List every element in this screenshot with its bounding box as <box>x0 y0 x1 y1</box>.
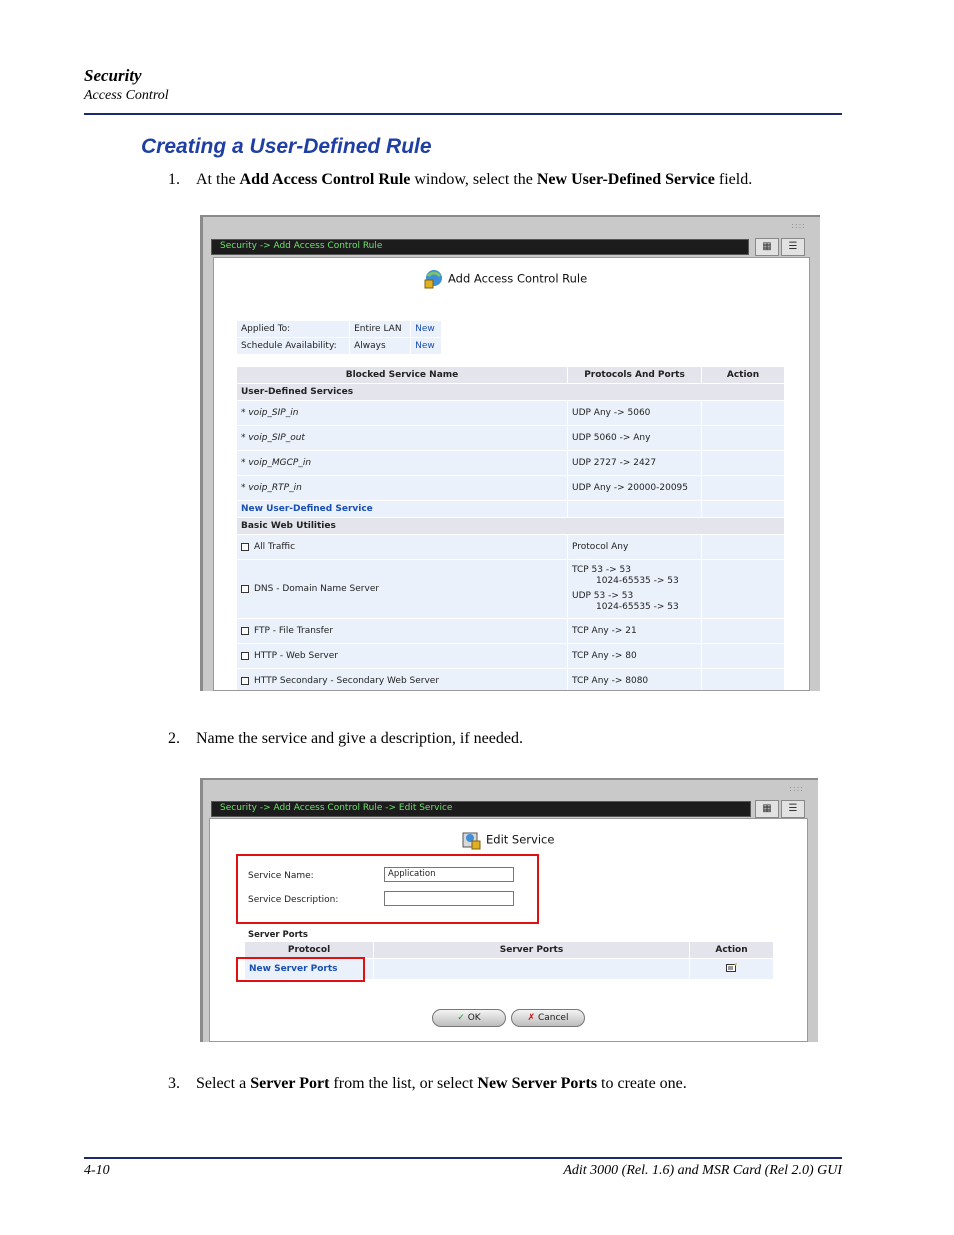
server-ports-label: Server Ports <box>248 930 308 940</box>
x-icon: ✗ <box>527 1013 536 1023</box>
edit-service-icon <box>460 829 482 851</box>
screenshot-add-access-control-rule <box>200 215 820 691</box>
step-2: 2. Name the service and give a description, if needed. <box>168 730 523 747</box>
running-header-title: Security <box>84 66 142 85</box>
header-rule <box>84 113 842 115</box>
service-description-label: Service Description: <box>248 895 339 905</box>
checkbox[interactable] <box>241 543 249 551</box>
ok-button[interactable]: ✓ OK <box>432 1009 506 1027</box>
checkbox[interactable] <box>241 585 249 593</box>
applied-to-label: Applied To: <box>237 321 349 337</box>
table-row: * voip_MGCP_in <box>237 451 567 475</box>
applied-to-new-link[interactable]: New <box>411 321 441 337</box>
window-grip: :::: <box>789 784 804 793</box>
applied-to-value: Entire LAN <box>350 321 410 337</box>
schedule-label: Schedule Availability: <box>237 338 349 354</box>
schedule-new-link[interactable]: New <box>411 338 441 354</box>
network-icon[interactable]: ▦ <box>755 800 779 818</box>
col-action: Action <box>690 942 773 958</box>
window-titlebar: Security -> Add Access Control Rule <box>211 239 749 255</box>
list-icon[interactable]: ☰ <box>781 800 805 818</box>
window-titlebar: Security -> Add Access Control Rule -> Edit Service <box>211 801 751 817</box>
list-icon[interactable]: ☰ <box>781 238 805 256</box>
step-3: 3. Select a Server Port from the list, or select New Server Ports to create one. <box>168 1075 687 1092</box>
col-blocked-service-name: Blocked Service Name <box>237 367 567 383</box>
table-row: * voip_RTP_in <box>237 476 567 500</box>
footer-rule <box>84 1157 842 1159</box>
col-protocols-ports: Protocols And Ports <box>568 367 701 383</box>
group-basic-web-utilities: Basic Web Utilities <box>237 518 784 534</box>
highlight-new-server-ports <box>236 957 365 982</box>
schedule-value: Always <box>350 338 410 354</box>
blocked-services-table: Blocked Service Name Protocols And Ports Action User-Defined Services * voip_SIP_in UDP Any -> 5060 * voip_SIP_out UDP 5060 -> Any * voip_MGCP_in UDP 2727 -> 2427 * voip_RTP_in UDP Any -> 20000-20095 New User-Defined Service Basic Web Utilities All Traffic Protocol Any DNS - Domain Name Server TCP 53 -> 53 1024-65535 -> 53 UDP 53 -> 53 1024-65535 -> 53 FTP - File Transfer TCP Any -> 21 HTTP - Web Server TCP Any -> 80 HTTP Secondary - Secondary Web Server TCP Any -> 8080 <box>236 366 785 691</box>
new-user-defined-service-link[interactable]: New User-Defined Service <box>237 501 567 517</box>
check-icon: ✓ <box>457 1013 465 1023</box>
table-row: HTTP - Web Server <box>237 644 567 668</box>
col-action: Action <box>702 367 784 383</box>
page-number: 4-10 <box>84 1163 110 1178</box>
document-title: Adit 3000 (Rel. 1.6) and MSR Card (Rel 2.0) GUI <box>563 1163 842 1178</box>
highlight-service-fields <box>236 854 539 924</box>
new-server-ports-link[interactable]: New Server Ports <box>245 959 373 979</box>
checkbox[interactable] <box>241 627 249 635</box>
col-server-ports: Server Ports <box>374 942 689 958</box>
checkbox[interactable] <box>241 677 249 685</box>
page-heading: Edit Service <box>460 829 554 851</box>
table-row: * voip_SIP_out <box>237 426 567 450</box>
table-row: FTP - File Transfer <box>237 619 567 643</box>
add-entry-icon[interactable] <box>726 963 738 973</box>
window-content <box>213 257 810 691</box>
network-icon[interactable]: ▦ <box>755 238 779 256</box>
window-grip: :::: <box>791 221 806 230</box>
col-protocol: Protocol <box>245 942 373 958</box>
section-title: Creating a User-Defined Rule <box>141 135 432 158</box>
checkbox[interactable] <box>241 652 249 660</box>
table-row: * voip_SIP_in <box>237 401 567 425</box>
table-row: HTTP Secondary - Secondary Web Server <box>237 669 567 691</box>
group-user-defined: User-Defined Services <box>237 384 784 400</box>
window-content <box>209 818 808 1042</box>
rule-info-table <box>236 320 442 355</box>
service-name-label: Service Name: <box>248 871 314 881</box>
service-name-field[interactable]: Application <box>384 867 514 882</box>
access-control-icon <box>422 268 444 290</box>
page-heading: Add Access Control Rule <box>422 268 587 290</box>
cancel-button[interactable]: ✗ Cancel <box>511 1009 585 1027</box>
table-row: All Traffic <box>237 535 567 559</box>
running-header-subtitle: Access Control <box>84 88 169 103</box>
table-row: DNS - Domain Name Server <box>237 560 567 618</box>
step-1: 1. At the Add Access Control Rule window, select the New User-Defined Service field. <box>168 171 753 188</box>
